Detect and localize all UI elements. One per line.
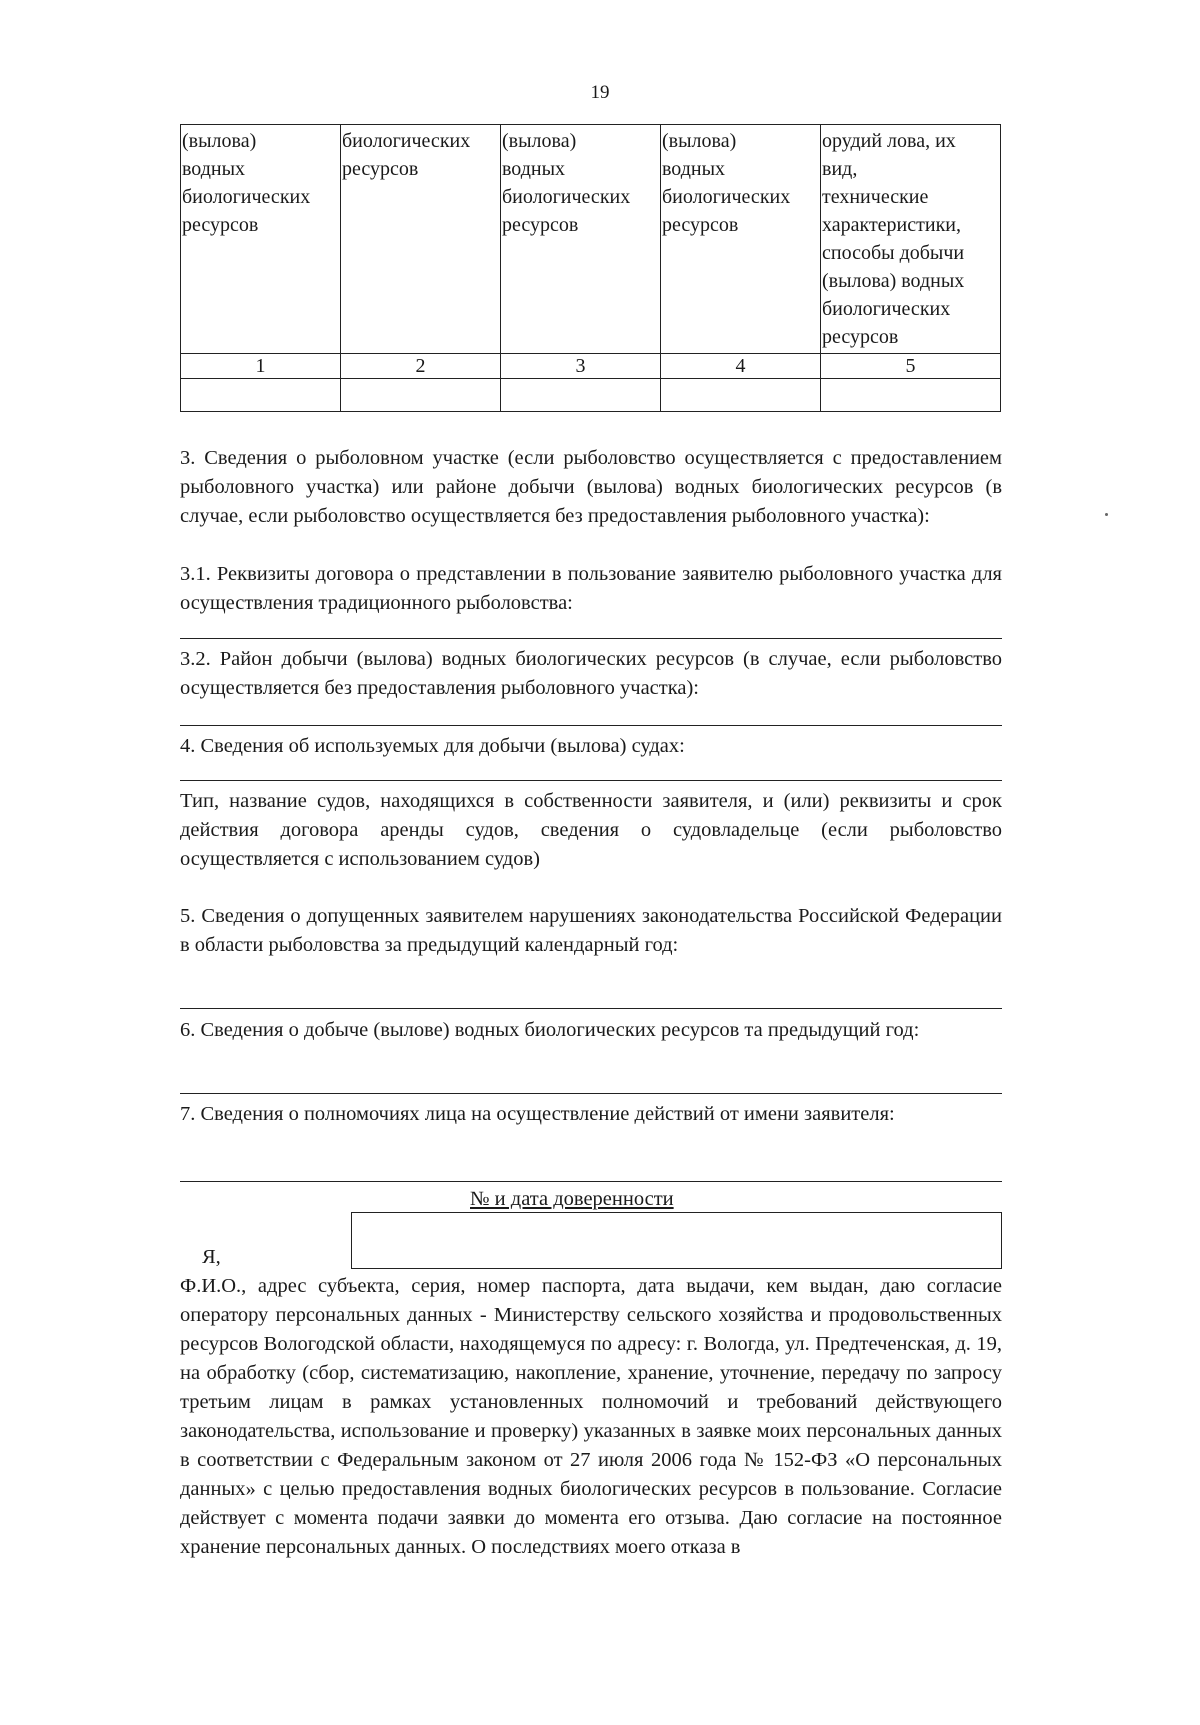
section-7-text: 7. Сведения о полномочиях лица на осуществление действий от имени заявителя:: [180, 1103, 895, 1125]
table-input-cell[interactable]: [821, 379, 1001, 412]
table-header-cell: орудий лова, их вид, технические характеристики, способы добычи (вылова) водных биологических ресурсов: [821, 125, 1001, 354]
section-4-text: 4. Сведения об используемых для добычи (вылова) судах:: [180, 735, 685, 757]
section-5-answer-line[interactable]: [180, 1008, 1002, 1009]
table-empty-row: [181, 379, 1001, 412]
table-input-cell[interactable]: [181, 379, 341, 412]
section-3-1-answer-line[interactable]: [180, 638, 1002, 639]
table-number-row: [181, 354, 1001, 379]
proxy-label: № и дата доверенности: [470, 1188, 674, 1210]
table-header-cell: (вылова) водных биологических ресурсов: [501, 125, 661, 354]
table-header-cell: (вылова) водных биологических ресурсов: [181, 125, 341, 354]
section-4-answer-line[interactable]: [180, 780, 1002, 781]
section-3-2-answer-line[interactable]: [180, 725, 1002, 726]
column-number: 1: [181, 354, 341, 379]
consent-ya: Я,: [202, 1246, 221, 1268]
section-5-text: 5. Сведения о допущенных заявителем нарушениях законодательства Российской Федерации в области рыболовства за предыдущий календарный год:: [180, 905, 1002, 956]
table-header-row: [181, 125, 1001, 354]
table-input-cell[interactable]: [341, 379, 501, 412]
table-input-cell[interactable]: [661, 379, 821, 412]
column-number: 3: [501, 354, 661, 379]
section-4-note: Тип, название судов, находящихся в собственности заявителя, и (или) реквизиты и срок действия договора аренды судов, сведения о судовладельце (если рыболовство осуществляется с использованием судов): [180, 790, 1002, 870]
application-table: [180, 124, 1001, 412]
section-6-text: 6. Сведения о добыче (вылове) водных биологических ресурсов та предыдущий год:: [180, 1019, 920, 1041]
section-3-text: 3. Сведения о рыболовном участке (если рыболовство осуществляется с предоставлением рыболовного участка) или районе добычи (вылова) водных биологических ресурсов (в случае, если рыболовство осуществляется без предоставления рыболовного участка):: [180, 447, 1002, 527]
proxy-input-box[interactable]: [351, 1212, 1002, 1269]
section-3-2-text: 3.2. Район добычи (вылова) водных биологических ресурсов (в случае, если рыболовство осуществляется без предоставления рыболовного участка):: [180, 648, 1002, 699]
column-number: 4: [661, 354, 821, 379]
column-number: 2: [341, 354, 501, 379]
consent-text: Ф.И.О., адрес субъекта, серия, номер паспорта, дата выдачи, кем выдан, даю согласие оператору персональных данных - Министерству сельского хозяйства и продовольственных ресурсов Вологодской области, находящемуся по адресу: г. Вологда, ул. Предтеченская, д. 19, на обработку (сбор, систематизацию, накопление, хранение, уточнение, передачу по запросу третьим лицам в рамках установленных полномочий и требований действующего законодательства, использование и проверку) указанных в заявке моих персональных данных в соответствии с Федеральным законом от 27 июля 2006 года № 152-ФЗ «О персональных данных» с целью предоставления водных биологических ресурсов в пользование. Согласие действует с момента подачи заявки до момента его отзыва. Даю согласие на постоянное хранение персональных данных. О последствиях моего отказа в: [180, 1275, 1002, 1558]
table-input-cell[interactable]: [501, 379, 661, 412]
column-number: 5: [821, 354, 1001, 379]
table-header-cell: биологических ресурсов: [341, 125, 501, 354]
section-6-answer-line[interactable]: [180, 1093, 1002, 1094]
scan-speck: [1105, 513, 1108, 516]
table-header-cell: (вылова) водных биологических ресурсов: [661, 125, 821, 354]
page-number: 19: [590, 82, 610, 103]
section-7-answer-line[interactable]: [180, 1181, 1002, 1182]
section-3-1-text: 3.1. Реквизиты договора о представлении в пользование заявителю рыболовного участка для осуществления традиционного рыболовства:: [180, 563, 1002, 614]
